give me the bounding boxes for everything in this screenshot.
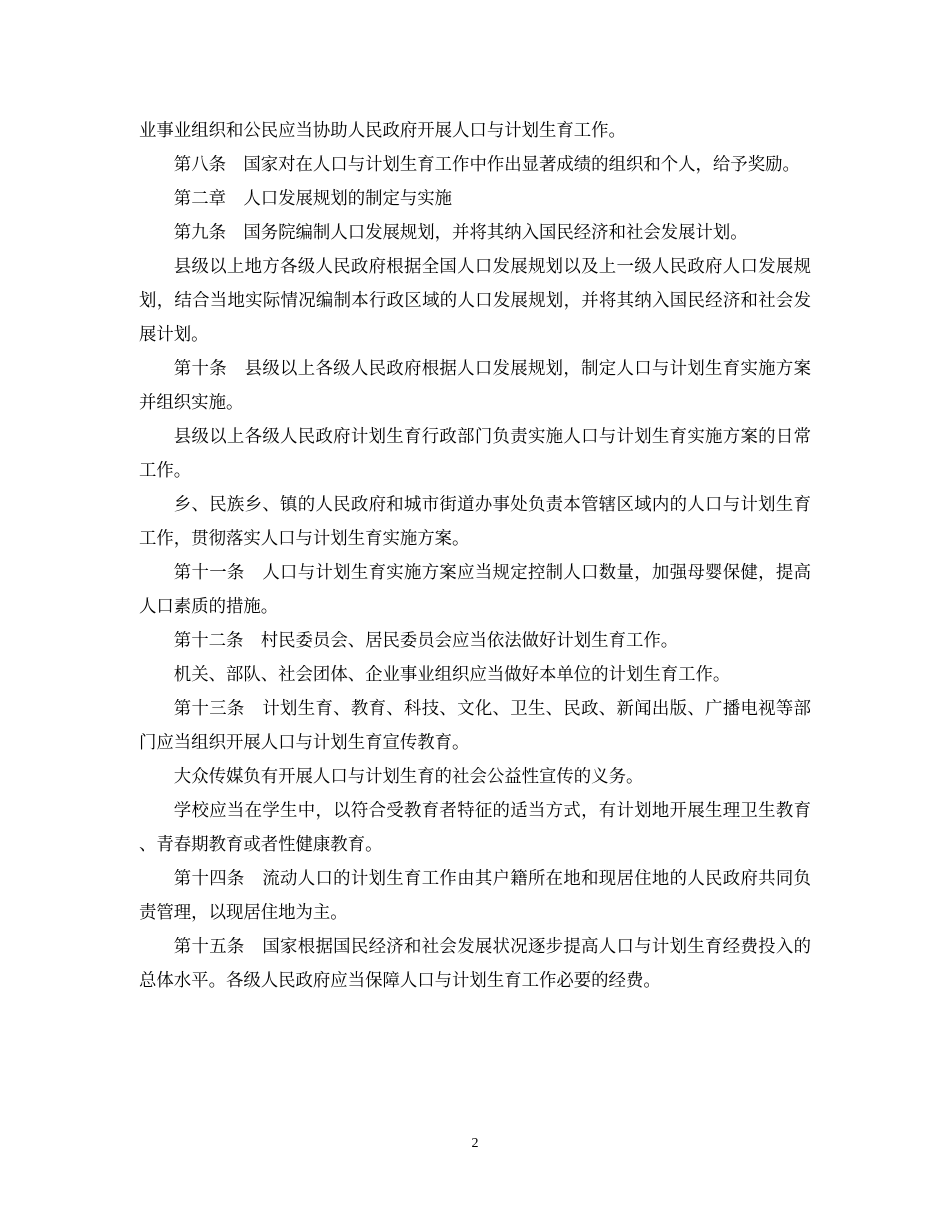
article-15-paragraph: 第十五条 国家根据国民经济和社会发展状况逐步提高人口与计划生育经费投入的总体水平。各级人民政府应当保障人口与计划生育工作必要的经费。 [139, 937, 811, 991]
document-body [139, 114, 811, 998]
article-9-local-planning-paragraph: 县级以上地方各级人民政府根据全国人口发展规划以及上一级人民政府人口发展规划，结合当地实际情况编制本行政区域的人口发展规划，并将其纳入国民经济和社会发展计划。 [139, 257, 811, 345]
article-13-school-paragraph: 学校应当在学生中，以符合受教育者特征的适当方式，有计划地开展生理卫生教育、青春期教育或者性健康教育。 [139, 801, 811, 855]
article-11-paragraph: 第十一条 人口与计划生育实施方案应当规定控制人口数量，加强母婴保健，提高人口素质的措施。 [139, 563, 811, 617]
article-12-paragraph: 第十二条 村民委员会、居民委员会应当依法做好计划生育工作。 [173, 631, 679, 651]
page-number: 2 [471, 1136, 479, 1151]
article-9-paragraph: 第九条 国务院编制人口发展规划，并将其纳入国民经济和社会发展计划。 [173, 223, 748, 243]
article-13-media-paragraph: 大众传媒负有开展人口与计划生育的社会公益性宣传的义务。 [173, 767, 644, 787]
article-8-paragraph: 第八条 国家对在人口与计划生育工作中作出显著成绩的组织和个人，给予奖励。 [173, 155, 800, 175]
article-10-township-paragraph: 乡、民族乡、镇的人民政府和城市街道办事处负责本管辖区域内的人口与计划生育工作，贯彻落实人口与计划生育实施方案。 [139, 495, 811, 549]
article-10-department-paragraph: 县级以上各级人民政府计划生育行政部门负责实施人口与计划生育实施方案的日常工作。 [139, 427, 811, 481]
paragraph-continuation: 业事业组织和公民应当协助人民政府开展人口与计划生育工作。 [139, 121, 626, 141]
chapter-2-heading: 第二章 人口发展规划的制定与实施 [173, 189, 453, 209]
article-13-paragraph: 第十三条 计划生育、教育、科技、文化、卫生、民政、新闻出版、广播电视等部门应当组织开展人口与计划生育宣传教育。 [139, 699, 811, 753]
article-12-organizations-paragraph: 机关、部队、社会团体、企业事业组织应当做好本单位的计划生育工作。 [173, 665, 731, 685]
article-14-paragraph: 第十四条 流动人口的计划生育工作由其户籍所在地和现居住地的人民政府共同负责管理，以现居住地为主。 [139, 869, 811, 923]
article-10-paragraph: 第十条 县级以上各级人民政府根据人口发展规划，制定人口与计划生育实施方案并组织实施。 [139, 359, 811, 413]
